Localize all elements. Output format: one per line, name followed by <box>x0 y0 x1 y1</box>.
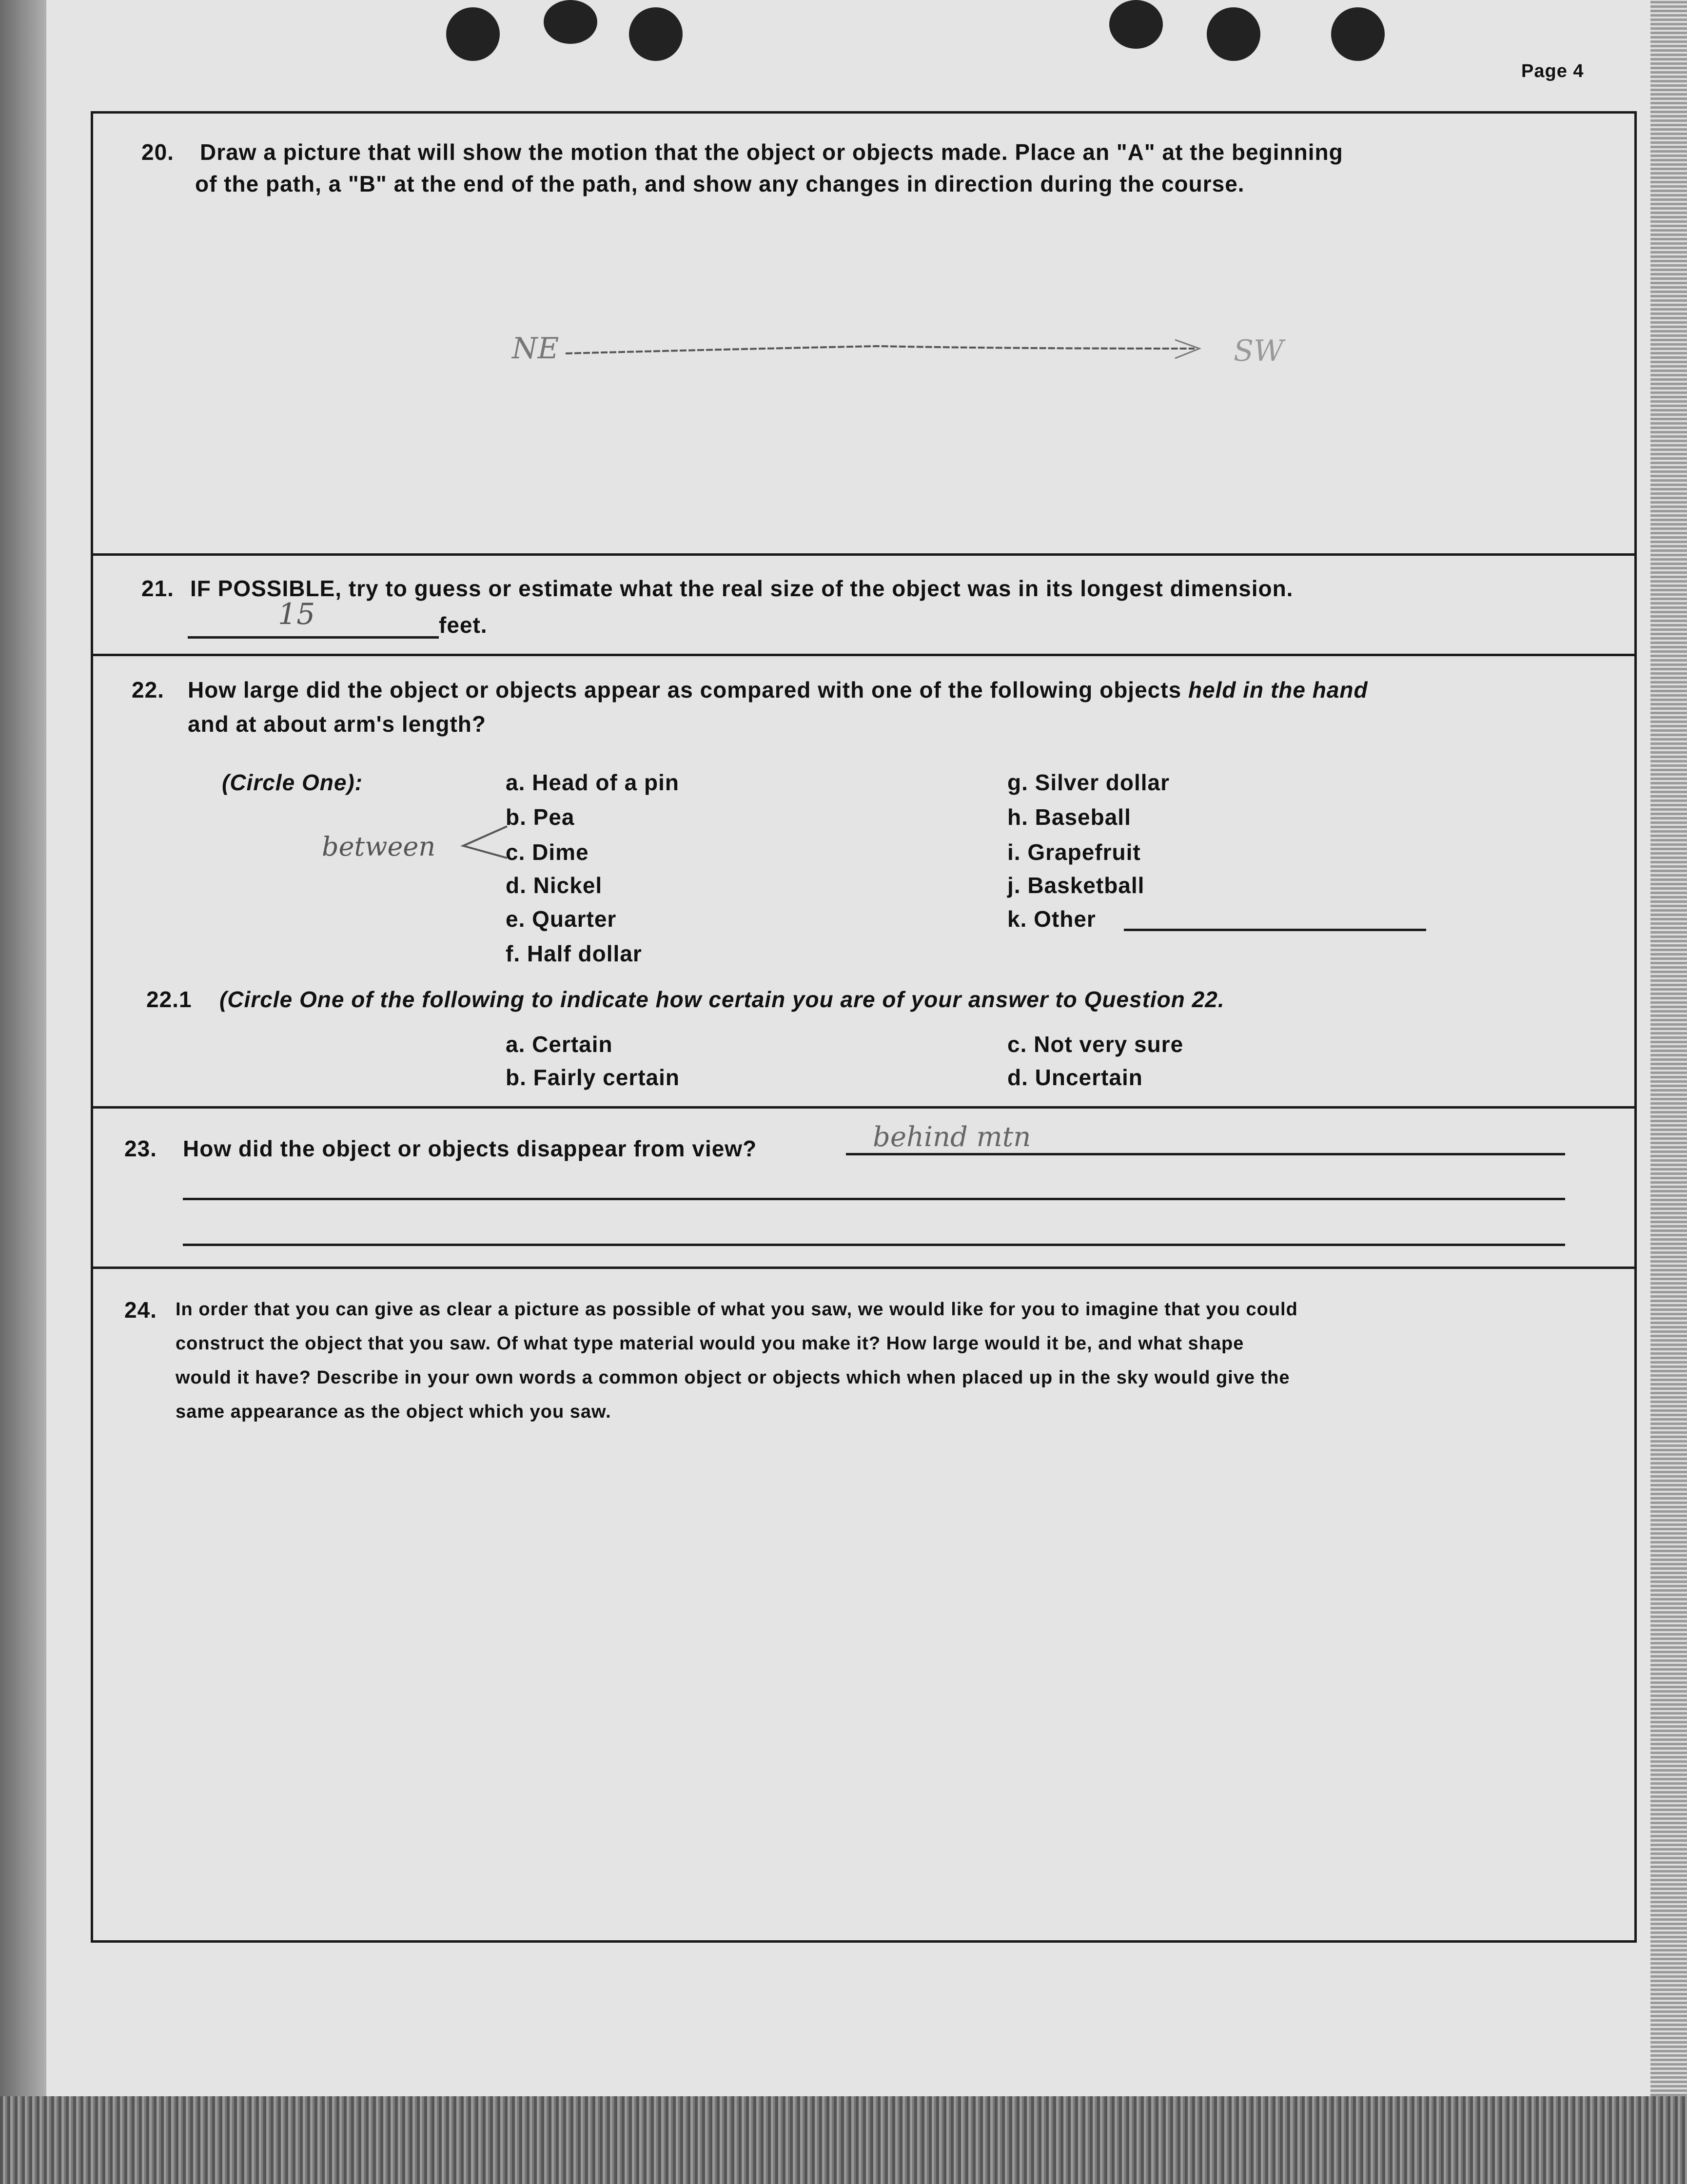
divider <box>91 553 1637 556</box>
answer-line <box>846 1153 1565 1155</box>
scan-edge-left <box>0 0 46 2184</box>
option-e[interactable]: e. Quarter <box>506 906 617 932</box>
handwritten-start: NE <box>512 332 559 366</box>
answer-line <box>188 636 439 639</box>
question-text-part: How large did the object or objects appear as compared with one of the following objects <box>188 677 1188 702</box>
question-text: In order that you can give as clear a picture as possible of what you saw, we would like for you to imagine that you could <box>176 1299 1298 1320</box>
disappear-answer[interactable]: behind mtn <box>873 1121 1031 1153</box>
punch-hole <box>544 0 597 44</box>
answer-line[interactable] <box>183 1198 1565 1200</box>
punch-hole <box>629 7 683 61</box>
question-text: would it have? Describe in your own words a common object or objects which when placed up in the sky would give the <box>176 1367 1290 1388</box>
handwritten-annotation: between <box>322 831 436 862</box>
question-text: of the path, a "B" at the end of the path, and show any changes in direction during the course. <box>195 171 1245 196</box>
question-text: construct the object that you saw. Of what type material would you make it? How large would it be, and what shape <box>176 1333 1244 1354</box>
question-text: Draw a picture that will show the motion that the object or objects made. Place an "A" at the beginning <box>200 139 1343 165</box>
option-j[interactable]: j. Basketball <box>1007 873 1145 898</box>
divider <box>91 1106 1637 1109</box>
question-text: IF POSSIBLE, try to guess or estimate what the real size of the object was in its longest dimension. <box>190 576 1294 601</box>
option-h[interactable]: h. Baseball <box>1007 804 1131 830</box>
punch-hole <box>446 7 500 61</box>
question-number: 24. <box>124 1297 157 1323</box>
divider <box>91 1267 1637 1269</box>
question-number: 20. <box>141 139 174 165</box>
scan-edge-right <box>1650 0 1687 2096</box>
question-text: How did the object or objects disappear from view? <box>183 1136 757 1161</box>
punch-hole <box>1331 7 1385 61</box>
size-answer[interactable]: 15 <box>278 597 315 631</box>
option-k[interactable]: k. Other <box>1007 906 1096 932</box>
punch-hole <box>1207 7 1260 61</box>
divider <box>91 654 1637 656</box>
scan-edge-bottom <box>0 2096 1687 2184</box>
option-a[interactable]: a. Head of a pin <box>506 770 679 795</box>
certainty-option-c[interactable]: c. Not very sure <box>1007 1032 1184 1057</box>
certainty-option-d[interactable]: d. Uncertain <box>1007 1065 1143 1090</box>
certainty-option-b[interactable]: b. Fairly certain <box>506 1065 680 1090</box>
question-number: 23. <box>124 1136 157 1161</box>
option-g[interactable]: g. Silver dollar <box>1007 770 1170 795</box>
question-text: same appearance as the object which you saw. <box>176 1402 611 1422</box>
other-answer-line[interactable] <box>1124 929 1426 931</box>
answer-line[interactable] <box>183 1244 1565 1246</box>
punch-hole <box>1109 0 1163 49</box>
option-d[interactable]: d. Nickel <box>506 873 603 898</box>
option-i[interactable]: i. Grapefruit <box>1007 839 1141 865</box>
option-b[interactable]: b. Pea <box>506 804 575 830</box>
description-answer-area[interactable] <box>98 1443 1628 1935</box>
circle-one-label: (Circle One): <box>222 770 363 795</box>
handwritten-end: SW <box>1234 334 1284 368</box>
unit-label: feet. <box>439 612 488 638</box>
question-number: 21. <box>141 576 174 601</box>
certainty-option-a[interactable]: a. Certain <box>506 1032 613 1057</box>
question-number: 22.1 <box>146 987 192 1012</box>
question-text: and at about arm's length? <box>188 711 486 737</box>
question-text-emphasis: held in the hand <box>1188 677 1368 702</box>
question-text <box>188 677 1368 703</box>
motion-drawing-area[interactable] <box>98 214 1628 551</box>
motion-arrow <box>561 334 1219 363</box>
option-f[interactable]: f. Half dollar <box>506 941 642 966</box>
question-text: (Circle One of the following to indicate how certain you are of your answer to Question 22. <box>219 987 1225 1012</box>
page-number: Page 4 <box>1521 61 1584 81</box>
bracket-mark <box>458 824 512 863</box>
question-number: 22. <box>132 677 164 702</box>
option-c[interactable]: c. Dime <box>506 839 589 865</box>
